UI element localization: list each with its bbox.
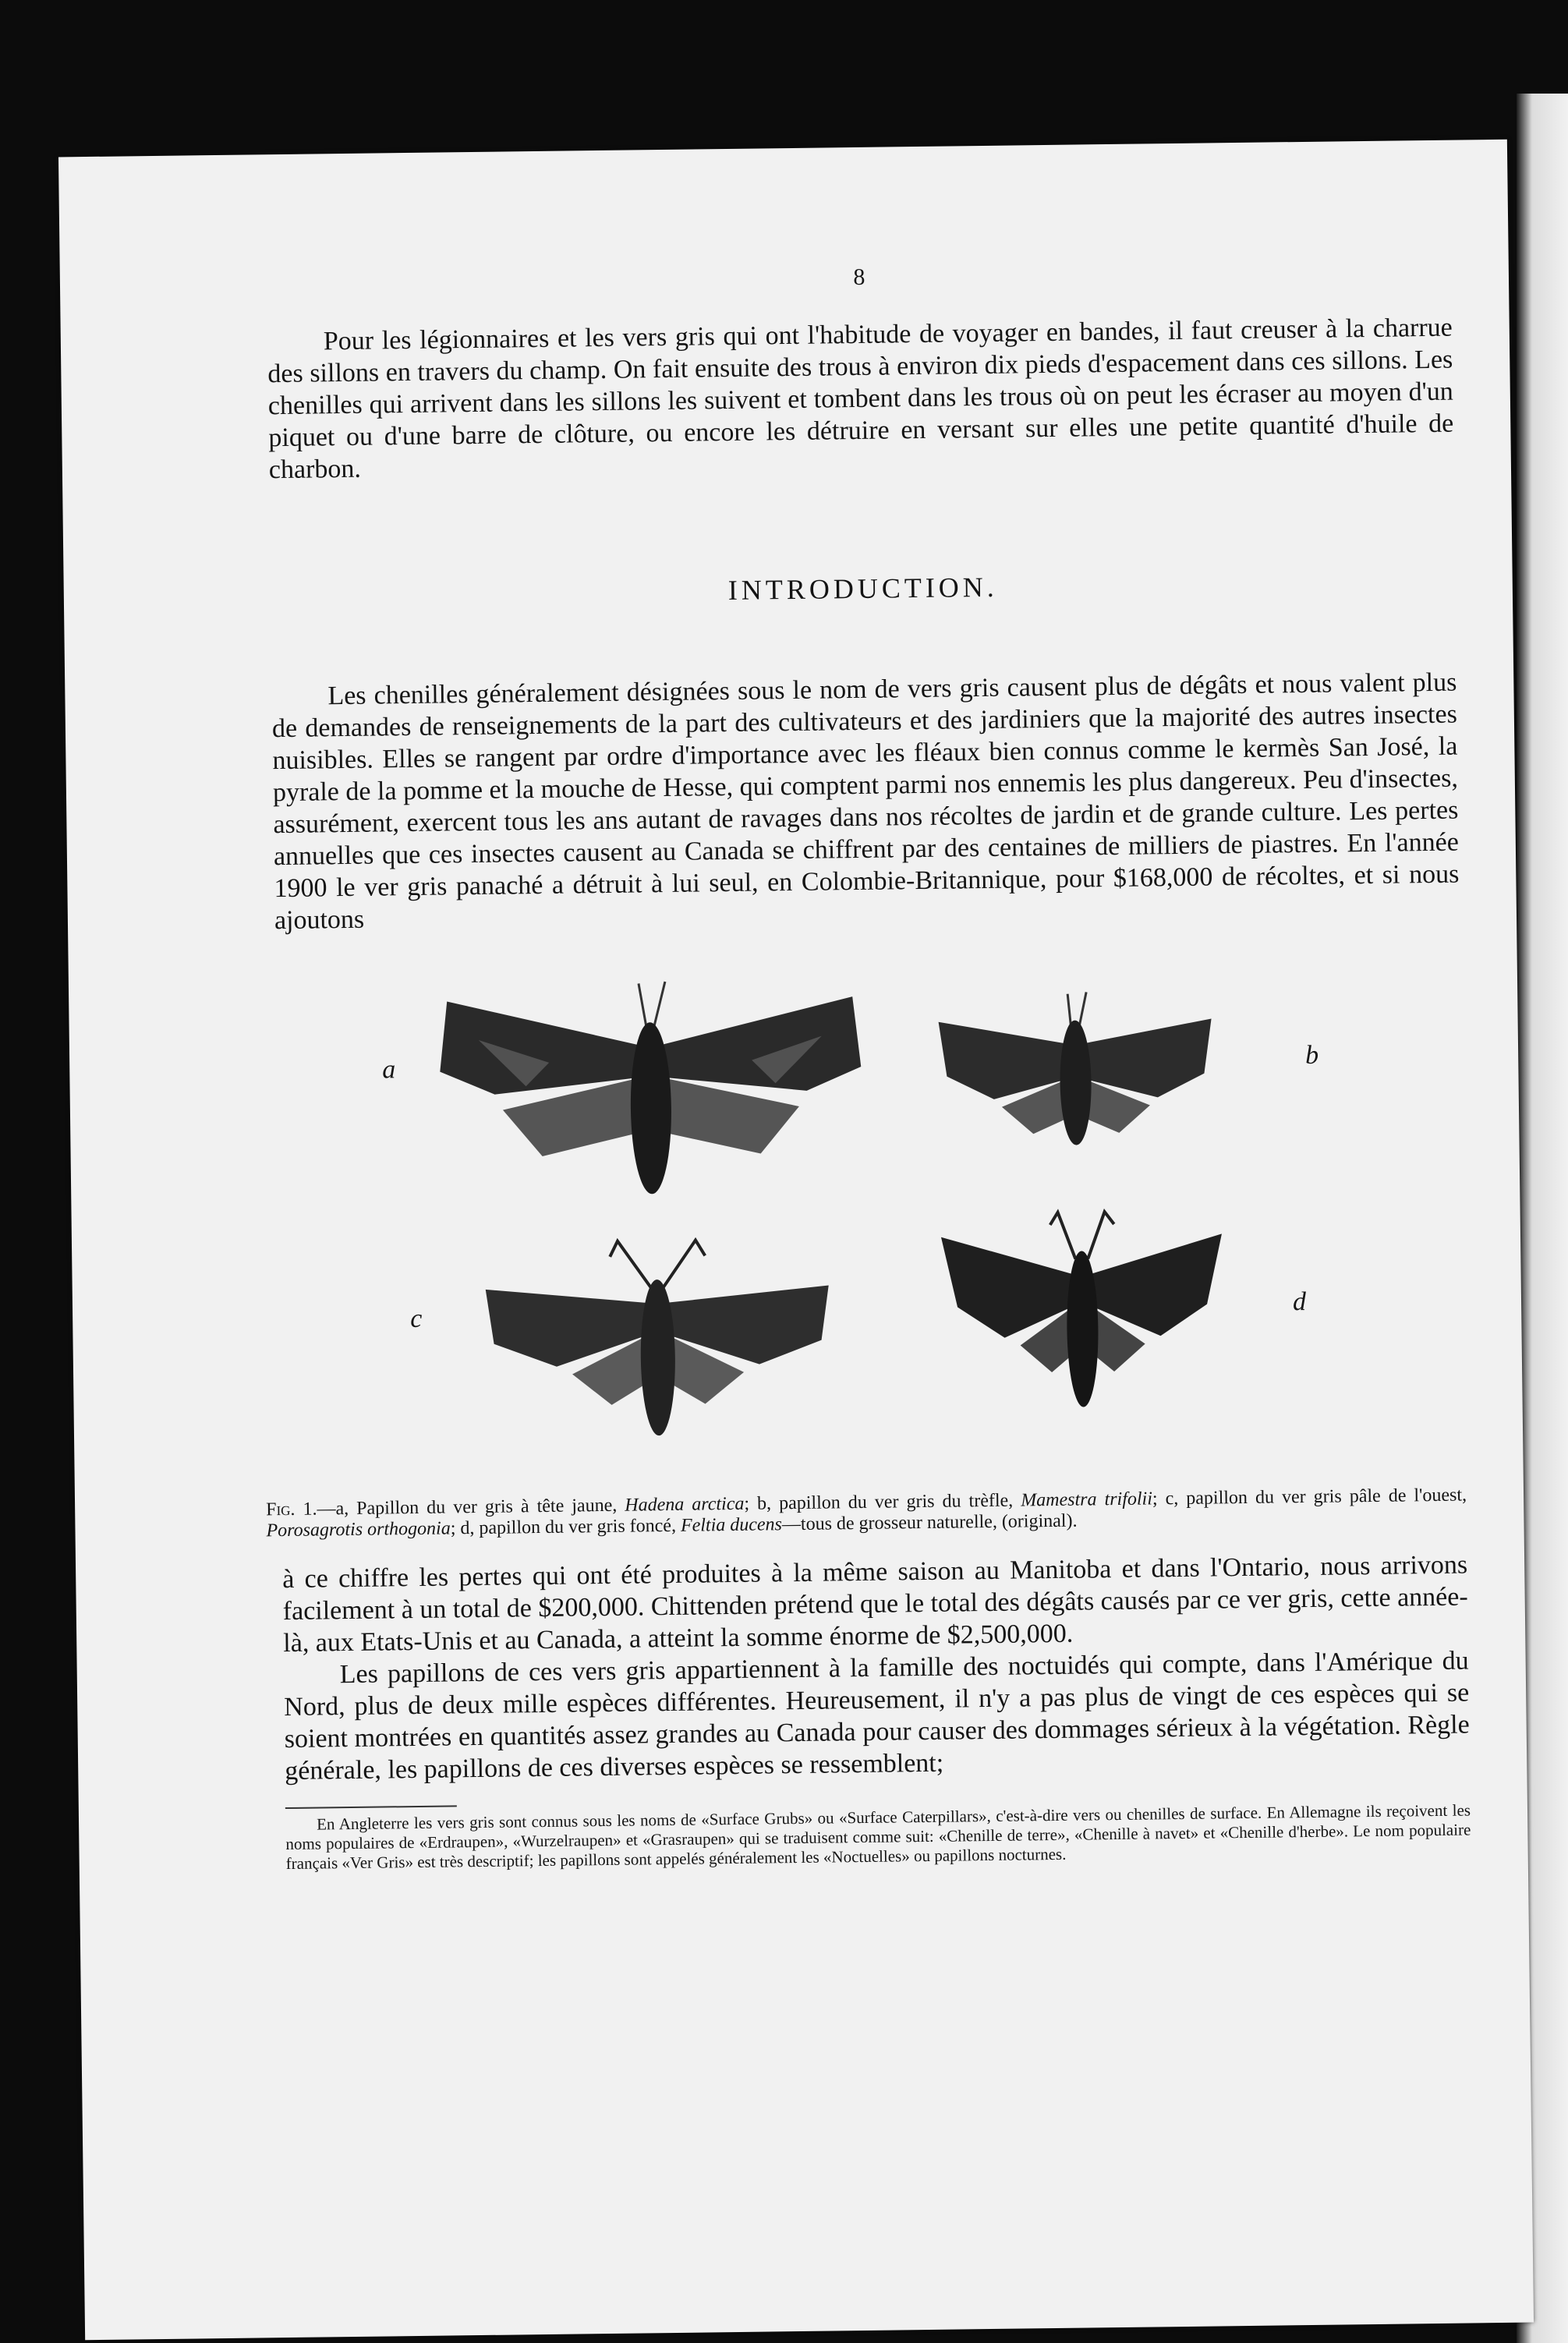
footnote-divider <box>285 1805 457 1809</box>
figure-caption-text: ; d, papillon du ver gris foncé, <box>450 1515 681 1539</box>
figure-caption-text: ; c, papillon du ver gris pâle de l'ouest, <box>1152 1485 1467 1510</box>
moth-d-image <box>933 1202 1231 1425</box>
paragraph-top: Pour les légionnaires et les vers gris qui ont l'habitude de voyager en bandes, il faut creuser à la charrue des sillons en travers du champ. On fait ensuite des trous à environ dix pieds d'espacement dans ces sillons. Les chenilles qui arrivent dans les sillons les suivent et tombent dans les trous où on peut les écraser au moyen d'un piquet ou d'une barre de clôture, ou encore les détruire en versant sur elles une petite quantité d'huile de charbon. <box>267 313 1454 485</box>
moth-c-label: c <box>409 1304 423 1334</box>
figure-caption-text: —a, Papillon du ver gris à tête jaune, <box>317 1495 625 1520</box>
figure-caption-text: ; b, papillon du ver gris du trèfle, <box>744 1490 1021 1514</box>
figure-caption-text: —tous de grosseur naturelle, (original). <box>781 1510 1078 1535</box>
paragraph-intro: Les chenilles généralement désignées sous le nom de vers gris causent plus de dégâts et nous valent plus de demandes de renseignements de la part des cultivateurs et des jardiniers que la majorité des autres insectes nuisibles. Elles se rangent par ordre d'importance avec les fléaux bien connus comme le kermès San José, la pyrale de la pomme et la mouche de Hesse, qui comptent parmi nos ennemis les plus dangereux. Peu d'insectes, assurément, exercent tous les ans autant de ravages dans nos récoltes de jardin et de grande culture. Les pertes annuelles que ces insectes causent au Canada se chiffrent par des centaines de milliers de piastres. En l'année 1900 le ver gris panaché a détruit à lui seul, en Colombie-Britannique, pour $168,000 de récoltes, et si nous ajoutons <box>271 667 1460 936</box>
moth-a-label: a <box>382 1055 396 1085</box>
moth-figure <box>275 966 1467 1488</box>
moth-d-label: d <box>1292 1287 1307 1317</box>
species-name: Porosagrotis orthogonia <box>266 1518 451 1541</box>
paragraph-after-figure-2: Les papillons de ces vers gris appartiennent à la famille des noctuidés qui compte, dans l'Amérique du Nord, plus de deux mille espèces différentes. Heureusement, il n'y a pas plus de vingt de ces espèces qui se soient montrées en quantités assez grandes au Canada pour causer des dommages sérieux à la végétation. Règle générale, les papillons de ces diverses espèces se ressemblent; <box>284 1646 1470 1786</box>
paragraph-after-figure-1: à ce chiffre les pertes qui ont été produites à la même saison au Manitoba et dans l'Ontario, nous arrivons facilement à un total de $200,000. Chittenden prétend que le total des dégâts causés par ce ver gris, cette année-là, aux Etats-Unis et au Canada, a atteint la somme énorme de $2,500,000. <box>282 1550 1468 1658</box>
figure-caption-label: Fig. 1. <box>266 1499 317 1520</box>
moth-b-label: b <box>1304 1040 1319 1071</box>
section-heading: INTRODUCTION. <box>727 571 999 607</box>
moth-c-image <box>477 1230 838 1446</box>
document-page <box>58 140 1534 2340</box>
moth-b-image <box>930 987 1221 1163</box>
species-name: Feltia ducens <box>680 1514 783 1536</box>
body-text-after-figure <box>282 1549 1470 1788</box>
page-number: 8 <box>853 264 865 291</box>
species-name: Mamestra trifolii <box>1021 1488 1153 1511</box>
figure-caption <box>266 1485 1467 1542</box>
moth-a-image <box>431 973 871 1228</box>
footnote: En Angleterre les vers gris sont connus sous les noms de «Surface Grubs» ou «Surface Caterpillars», c'est-à-dire vers ou chenilles de surface. En Allemagne ils reçoivent les noms populaires de «Erdraupen», «Wurzelraupen» et «Grasraupen» qui se traduisent comme suit: «Chenille de terre», «Chenille à navet» et «Chenille d'herbe». Le nom populaire français «Ver Gris» est très descriptif; les papillons sont appelés généralement les «Noctuelles» ou papillons nocturnes. <box>285 1800 1471 1874</box>
species-name: Hadena arctica <box>625 1493 745 1516</box>
page-content <box>267 257 1471 1874</box>
